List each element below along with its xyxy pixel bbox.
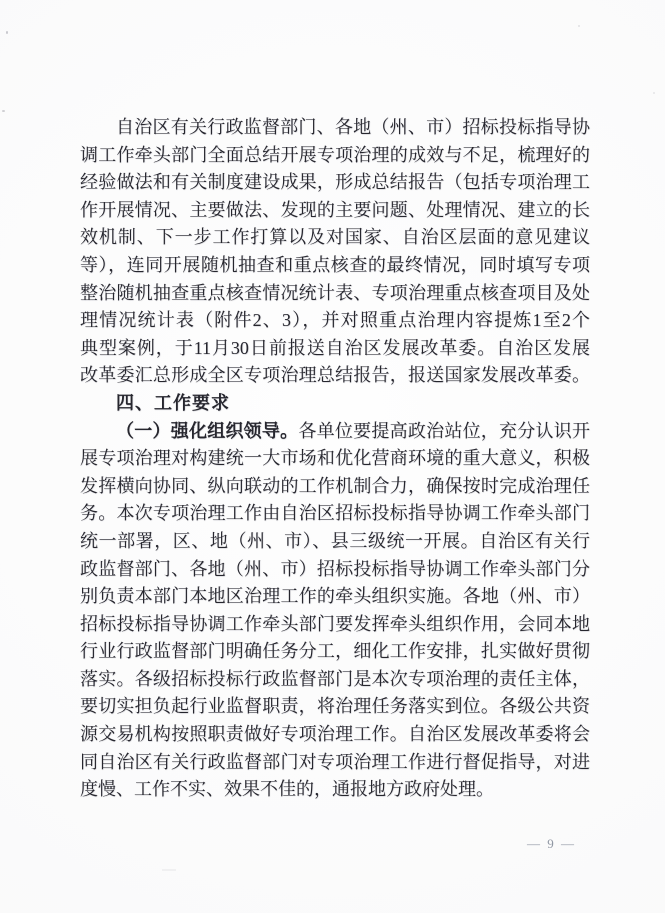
para1-line-4: 作开展情况、主要做法、发现的主要问题、处理情况、建立的长: [80, 199, 590, 220]
para2-line-6: 政监督部门、各地（州、市）招标投标指导协调工作牵头部门分: [80, 558, 590, 579]
para1-line-10: 改革委汇总形成全区专项治理总结报告，报送国家发展改革委。: [80, 365, 590, 386]
scan-speckle: [653, 92, 655, 94]
para2-line-7: 别负责本部门本地区治理工作的牵头组织实施。各地（州、市）: [80, 586, 590, 607]
document-body: [80, 114, 590, 804]
section-heading: 四、工作要求: [116, 392, 230, 413]
clause-title-bold: （一）强化组织领导。: [116, 420, 299, 441]
para2-line-14: 度慢、工作不实、效果不佳的，通报地方政府处理。: [80, 779, 494, 800]
para2-line-13: 同自治区有关行政监督部门对专项治理工作进行督促指导，对进: [80, 751, 590, 772]
para1-line-3: 经验做法和有关制度建设成果，形成总结报告（包括专项治理工: [80, 172, 590, 193]
para1-line-8: 理情况统计表（附件2、3），并对照重点治理内容提炼1至2个: [80, 310, 590, 331]
clause-lead-text: 各单位要提高政治站位，充分认识开: [298, 420, 591, 441]
para2-line-1: [80, 418, 590, 446]
para2-line-5: 统一部署，区、地（州、市）、县三级统一开展。自治区有关行: [80, 530, 590, 551]
para1-line-5: 效机制、下一步工作打算以及对国家、自治区层面的意见建议: [80, 227, 590, 248]
para1-line-9: 典型案例，于11月30日前报送自治区发展改革委。自治区发展: [80, 337, 590, 358]
para2-line-2: 展专项治理对构建统一大市场和优化营商环境的重大意义，积极: [80, 448, 590, 469]
para2-line-3: 发挥横向协同、纵向联动的工作机制合力，确保按时完成治理任: [80, 475, 590, 496]
para1-line-6: 等），连同开展随机抽查和重点核查的最终情况，同时填写专项: [80, 254, 590, 275]
scan-speckle: [6, 31, 8, 34]
para2-line-8: 招标投标指导协调工作牵头部门要发挥牵头组织作用，会同本地: [80, 613, 590, 634]
scan-speckle: [578, 25, 580, 27]
para1-line-7: 整治随机抽查重点核查情况统计表、专项治理重点核查项目及处: [80, 282, 590, 303]
para2-line-10: 落实。各级招标投标行政监督部门是本次专项治理的责任主体，: [80, 668, 590, 689]
scan-speckle: [162, 869, 176, 871]
para2-line-12: 源交易机构按照职责做好专项治理工作。自治区发展改革委将会: [80, 724, 590, 745]
para1-line-1: 自治区有关行政监督部门、各地（州、市）招标投标指导协: [116, 117, 590, 137]
para2-line-11: 要切实担负起行业监督职责，将治理任务落实到位。各级公共资: [80, 696, 590, 717]
para1-line-2: 调工作牵头部门全面总结开展专项治理的成效与不足，梳理好的: [80, 144, 590, 165]
para2-line-4: 务。本次专项治理工作由自治区招标投标指导协调工作牵头部门: [80, 503, 590, 524]
scan-speckle: [2, 110, 5, 112]
para2-line-9: 行业行政监督部门明确任务分工，细化工作安排，扎实做好贯彻: [80, 641, 590, 662]
page-number: — 9 —: [527, 836, 576, 851]
